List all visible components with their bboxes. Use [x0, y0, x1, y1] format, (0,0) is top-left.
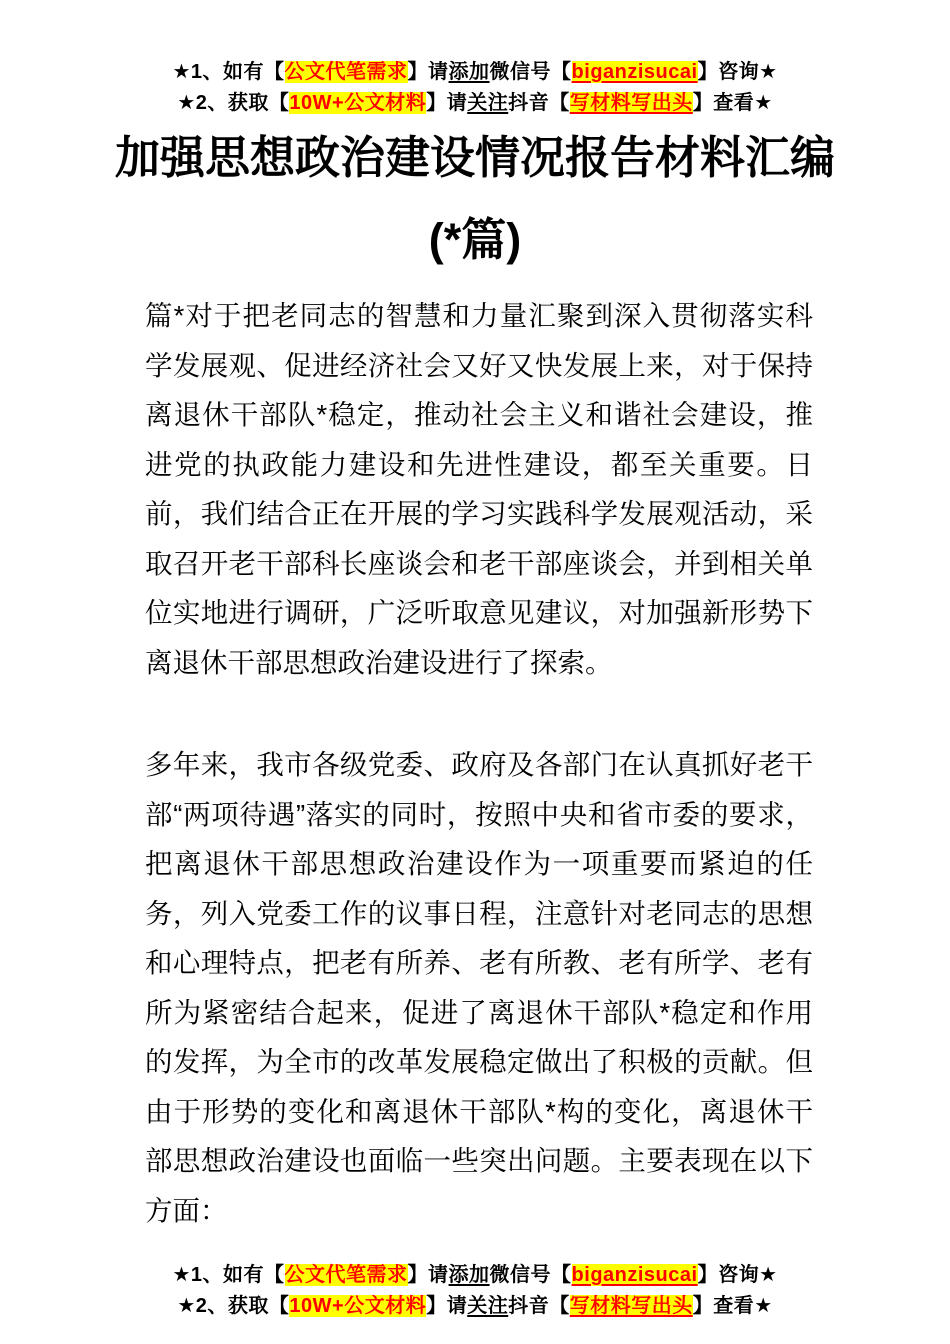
promo-text: ★2、获取【 — [177, 1295, 290, 1317]
promo-text: 】请 — [426, 92, 468, 114]
promo-line — [0, 57, 950, 88]
promo-highlight: 公文代笔需求 — [284, 1264, 408, 1286]
promo-underline-text: 关注 — [467, 92, 509, 114]
promo-text: 】咨询★ — [697, 1264, 778, 1286]
promo-line — [0, 1291, 950, 1322]
title-line-2: (*篇) — [428, 214, 522, 265]
title-line-1: 加强思想政治建设情况报告材料汇编 — [114, 132, 835, 183]
promo-text: ★1、如有【 — [172, 61, 285, 83]
paragraph: 多年来，我市各级党委、政府及各部门在认真抓好老干部“两项待遇”落实的同时，按照中央和省市委的要求，把离退休干部思想政治建设作为一项重要而紧迫的任务，列入党委工作的议事日程，注意针对老同志的思想和心理特点，把老有所养、老有所教、老有所学、老有所为紧密结合起来，促进了离退休干部队*稳定和作用的发挥，为全市的改革发展稳定做出了积极的贡献。但由于形势的变化和离退休干部队*构的变化，离退休干部思想政治建设也面临一些突出问题。主要表现在以下方面： — [145, 749, 813, 1226]
promo-highlight: 10W+公文材料 — [289, 92, 427, 114]
promo-header — [0, 0, 950, 119]
promo-text: 】咨询★ — [697, 61, 778, 83]
document-title — [0, 117, 950, 281]
promo-text: ★1、如有【 — [172, 1264, 285, 1286]
promo-highlight: 公文代笔需求 — [284, 61, 408, 83]
promo-underline-text: 关注 — [467, 1295, 509, 1317]
promo-text: 微信号【 — [489, 1264, 572, 1286]
document-body — [145, 291, 813, 1235]
promo-underline-text: 添加 — [448, 61, 490, 83]
promo-text: 】查看★ — [692, 92, 773, 114]
paragraph: 篇*对于把老同志的智慧和力量汇聚到深入贯彻落实科学发展观、促进经济社会又好又快发展上来，对于保持离退休干部队*稳定，推动社会主义和谐社会建设，推进党的执政能力建设和先进性建设，都至关重要。日前，我们结合正在开展的学习实践科学发展观活动，采取召开老干部科长座谈会和老干部座谈会，并到相关单位实地进行调研，广泛听取意见建议，对加强新形势下离退休干部思想政治建设进行了探索。 — [145, 300, 813, 678]
promo-line — [0, 1260, 950, 1291]
promo-text: 】请 — [407, 1264, 449, 1286]
promo-underline-text: 添加 — [448, 1264, 490, 1286]
promo-line — [0, 88, 950, 119]
promo-text: 】请 — [426, 1295, 468, 1317]
promo-footer — [0, 1260, 950, 1322]
promo-text: 抖音【 — [508, 92, 570, 114]
promo-highlight-link: 写材料写出头 — [569, 92, 693, 114]
promo-highlight-link: 写材料写出头 — [569, 1295, 693, 1317]
promo-text: ★2、获取【 — [177, 92, 290, 114]
promo-text: 】请 — [407, 61, 449, 83]
promo-text: 抖音【 — [508, 1295, 570, 1317]
promo-text: 】查看★ — [692, 1295, 773, 1317]
promo-highlight: 10W+公文材料 — [289, 1295, 427, 1317]
promo-highlight-link: biganzisucai — [571, 1264, 698, 1286]
promo-text: 微信号【 — [489, 61, 572, 83]
promo-highlight-link: biganzisucai — [571, 61, 698, 83]
